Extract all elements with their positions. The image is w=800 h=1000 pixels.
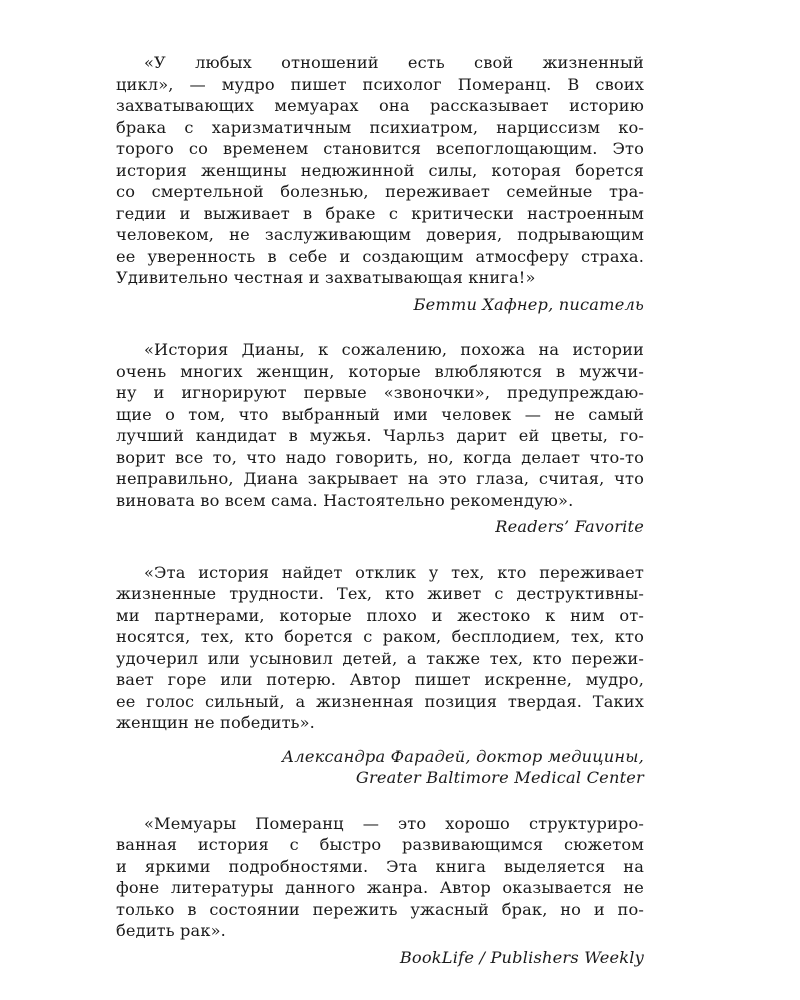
review-readers-favorite bbox=[116, 339, 644, 538]
quote-line: гедии и выживает в браке с критически настроенным bbox=[116, 203, 644, 223]
review-faraday bbox=[116, 562, 644, 789]
review-attribution bbox=[116, 947, 644, 969]
quote-line: ее уверенность в себе и создающим атмосферу страха. bbox=[116, 246, 644, 266]
quote-line: лучший кандидат в мужья. Чарльз дарит ей цветы, го- bbox=[116, 426, 644, 445]
review-attribution bbox=[116, 294, 644, 316]
review-attribution bbox=[116, 746, 644, 789]
quote-line: «У любых отношений есть свой жизненный bbox=[144, 53, 644, 72]
quote-line: только в состоянии пережить ужасный брак, но и по- bbox=[116, 899, 644, 919]
quote-line: человеком, не заслуживающим доверия, подрывающим bbox=[116, 225, 644, 244]
attribution-line: BookLife / Publishers Weekly bbox=[399, 947, 644, 967]
quote-line: носятся, тех, кто борется с раком, бесплодием, тех, кто bbox=[116, 627, 644, 646]
quote-line: захватывающих мемуарах она рассказывает историю bbox=[116, 96, 644, 115]
attribution-line: Бетти Хафнер, писатель bbox=[413, 294, 644, 314]
quote-line: щие о том, что выбранный ими человек — не самый bbox=[116, 404, 644, 424]
quote-line: со смертельной болезнью, переживает семейные тра- bbox=[116, 182, 644, 201]
quote-line: торого со временем становится всепоглощающим. Это bbox=[116, 139, 644, 158]
quote-line: цикл», — мудро пишет психолог Померанц. В своих bbox=[116, 74, 644, 94]
quote-line: неправильно, Диана закрывает на это глаза, считая, что bbox=[116, 469, 644, 488]
quote-line: ее голос сильный, а жизненная позиция твердая. Таких bbox=[116, 691, 644, 711]
quote-line: ванная история с быстро развивающимся сюжетом bbox=[116, 835, 644, 854]
quote-line: брака с харизматичным психиатром, нарциссизм ко- bbox=[116, 117, 644, 137]
quote-line: женщин не победить». bbox=[116, 713, 315, 732]
review-booklife bbox=[116, 813, 644, 969]
quote-line: ми партнерами, которые плохо и жестоко к ним от- bbox=[116, 605, 644, 625]
quote-line: жизненные трудности. Тех, кто живет с деструктивны- bbox=[116, 584, 644, 603]
reviews-page bbox=[116, 52, 644, 990]
attribution-line: Александра Фарадей, доктор медицины, bbox=[281, 746, 644, 766]
quote-line: ворит все то, что надо говорить, но, когда делает что-то bbox=[116, 447, 644, 467]
quote-line: и яркими подробностями. Эта книга выделяется на bbox=[116, 856, 644, 876]
quote-line: виновата во всем сама. Настоятельно рекомендую». bbox=[116, 490, 574, 510]
quote-line: удочерил или усыновил детей, а также тех, кто пережи- bbox=[116, 648, 644, 668]
quote-line: «История Дианы, к сожалению, похожа на истории bbox=[144, 340, 644, 359]
review-hafner bbox=[116, 52, 644, 315]
review-attribution bbox=[116, 516, 644, 538]
quote-line: Удивительно честная и захватывающая книга!» bbox=[116, 268, 536, 287]
quote-line: «Эта история найдет отклик у тех, кто переживает bbox=[144, 562, 644, 582]
quote-line: «Мемуары Померанц — это хорошо структуриро- bbox=[144, 813, 644, 833]
quote-line: фоне литературы данного жанра. Автор оказывается не bbox=[116, 878, 644, 897]
quote-line: бедить рак». bbox=[116, 921, 226, 940]
quote-line: ну и игнорируют первые «звоночки», предупреждаю- bbox=[116, 383, 644, 402]
quote-line: очень многих женщин, которые влюбляются в мужчи- bbox=[116, 361, 644, 381]
attribution-line: Readers’ Favorite bbox=[495, 517, 644, 536]
quote-line: вает горе или потерю. Автор пишет искренне, мудро, bbox=[116, 670, 644, 689]
quote-line: история женщины недюжинной силы, которая борется bbox=[116, 160, 644, 180]
attribution-line: Greater Baltimore Medical Center bbox=[355, 768, 644, 787]
